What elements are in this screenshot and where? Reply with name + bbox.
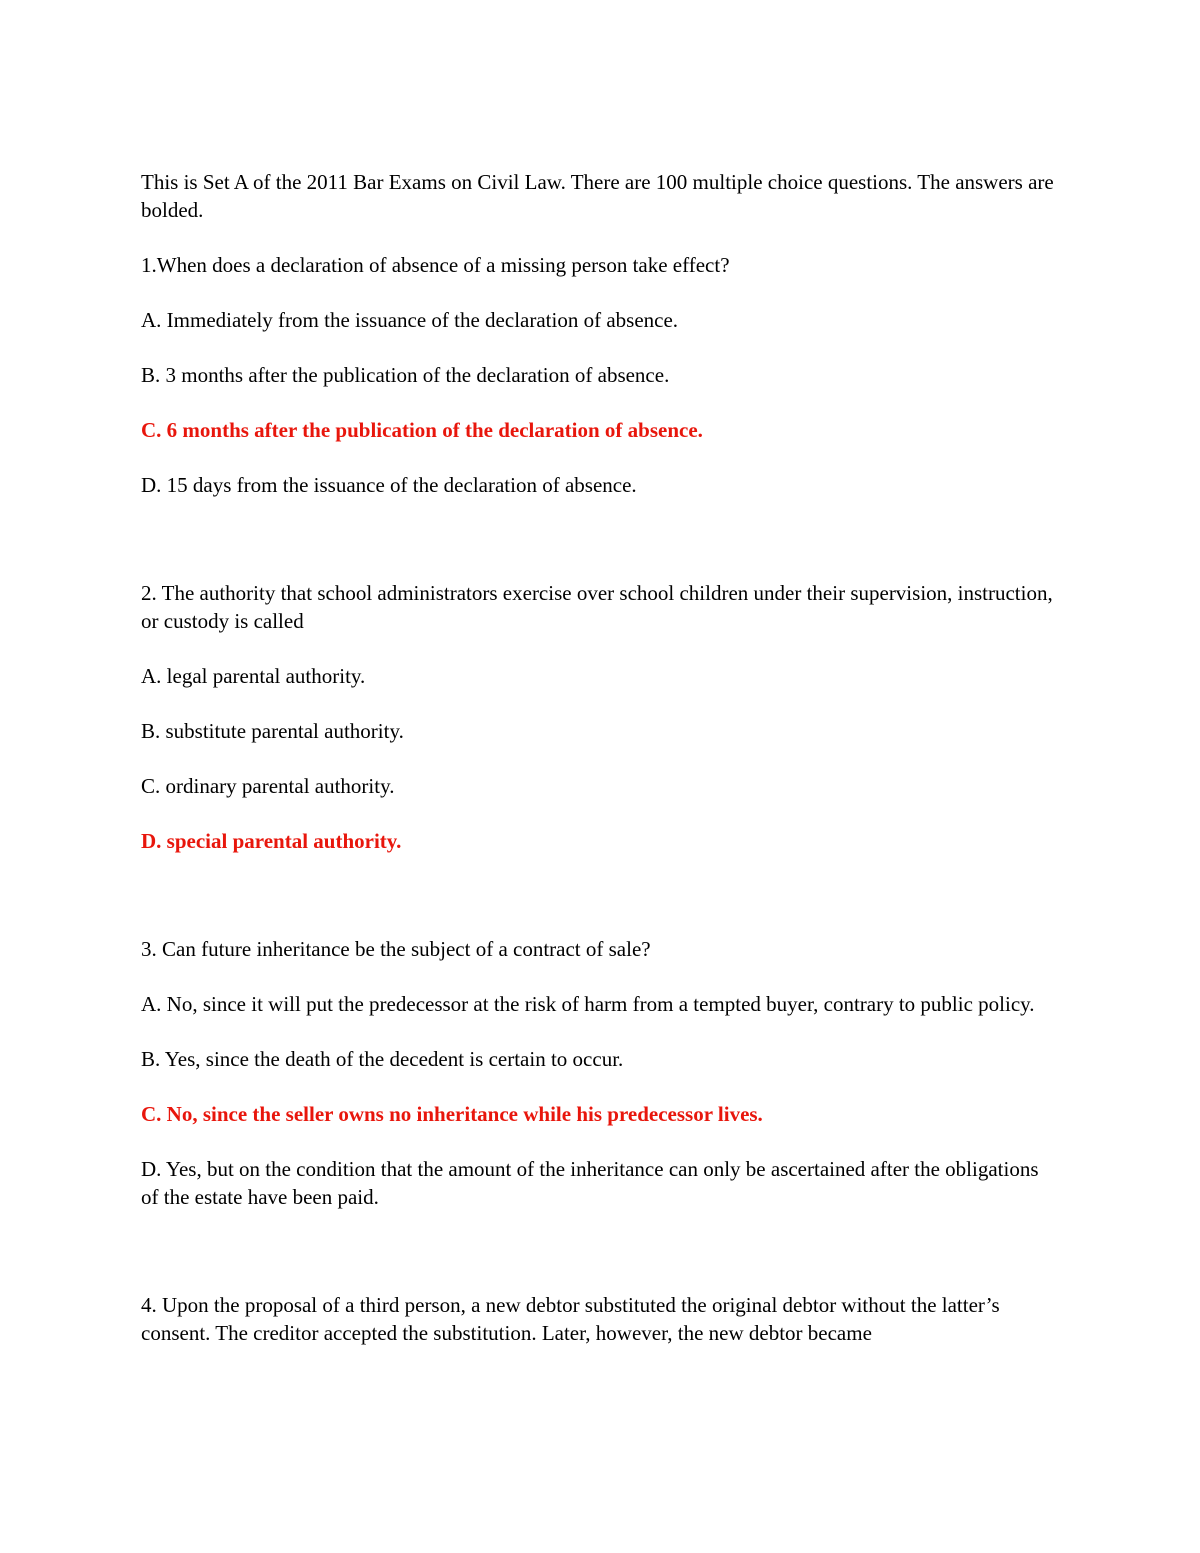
question-2-choice-a: A. legal parental authority. <box>141 664 366 688</box>
question-2-choice-c: C. ordinary parental authority. <box>141 774 395 798</box>
question-1-choice-c-answer: C. 6 months after the publication of the declaration of absence. <box>141 418 703 442</box>
question-4-prompt: 4. Upon the proposal of a third person, a new debtor substituted the original debtor without the latter’s consent. The creditor accepted the substitution. Later, however, the new debtor became <box>141 1293 1000 1345</box>
question-1-prompt: 1.When does a declaration of absence of a missing person take effect? <box>141 253 730 277</box>
question-2-choice-b: B. substitute parental authority. <box>141 719 404 743</box>
document-page <box>141 168 1061 1374</box>
question-2-prompt: 2. The authority that school administrators exercise over school children under their supervision, instruction, or custody is called <box>141 581 1053 633</box>
question-3-choice-d: D. Yes, but on the condition that the amount of the inheritance can only be ascertained after the obligations of the estate have been paid. <box>141 1157 1039 1209</box>
question-1 <box>141 251 1061 499</box>
intro-text: This is Set A of the 2011 Bar Exams on Civil Law. There are 100 multiple choice questions. The answers are bolded. <box>141 170 1054 222</box>
question-1-choice-d: D. 15 days from the issuance of the declaration of absence. <box>141 473 637 497</box>
question-1-choice-b: B. 3 months after the publication of the declaration of absence. <box>141 363 670 387</box>
question-3 <box>141 935 1061 1211</box>
question-3-choice-b: B. Yes, since the death of the decedent is certain to occur. <box>141 1047 624 1071</box>
question-4 <box>141 1291 1061 1347</box>
question-3-choice-c-answer: C. No, since the seller owns no inheritance while his predecessor lives. <box>141 1102 763 1126</box>
question-2 <box>141 579 1061 855</box>
question-3-prompt: 3. Can future inheritance be the subject of a contract of sale? <box>141 937 651 961</box>
question-2-choice-d-answer: D. special parental authority. <box>141 829 402 853</box>
question-3-choice-a: A. No, since it will put the predecessor at the risk of harm from a tempted buyer, contrary to public policy. <box>141 992 1035 1016</box>
question-1-choice-a: A. Immediately from the issuance of the declaration of absence. <box>141 308 679 332</box>
